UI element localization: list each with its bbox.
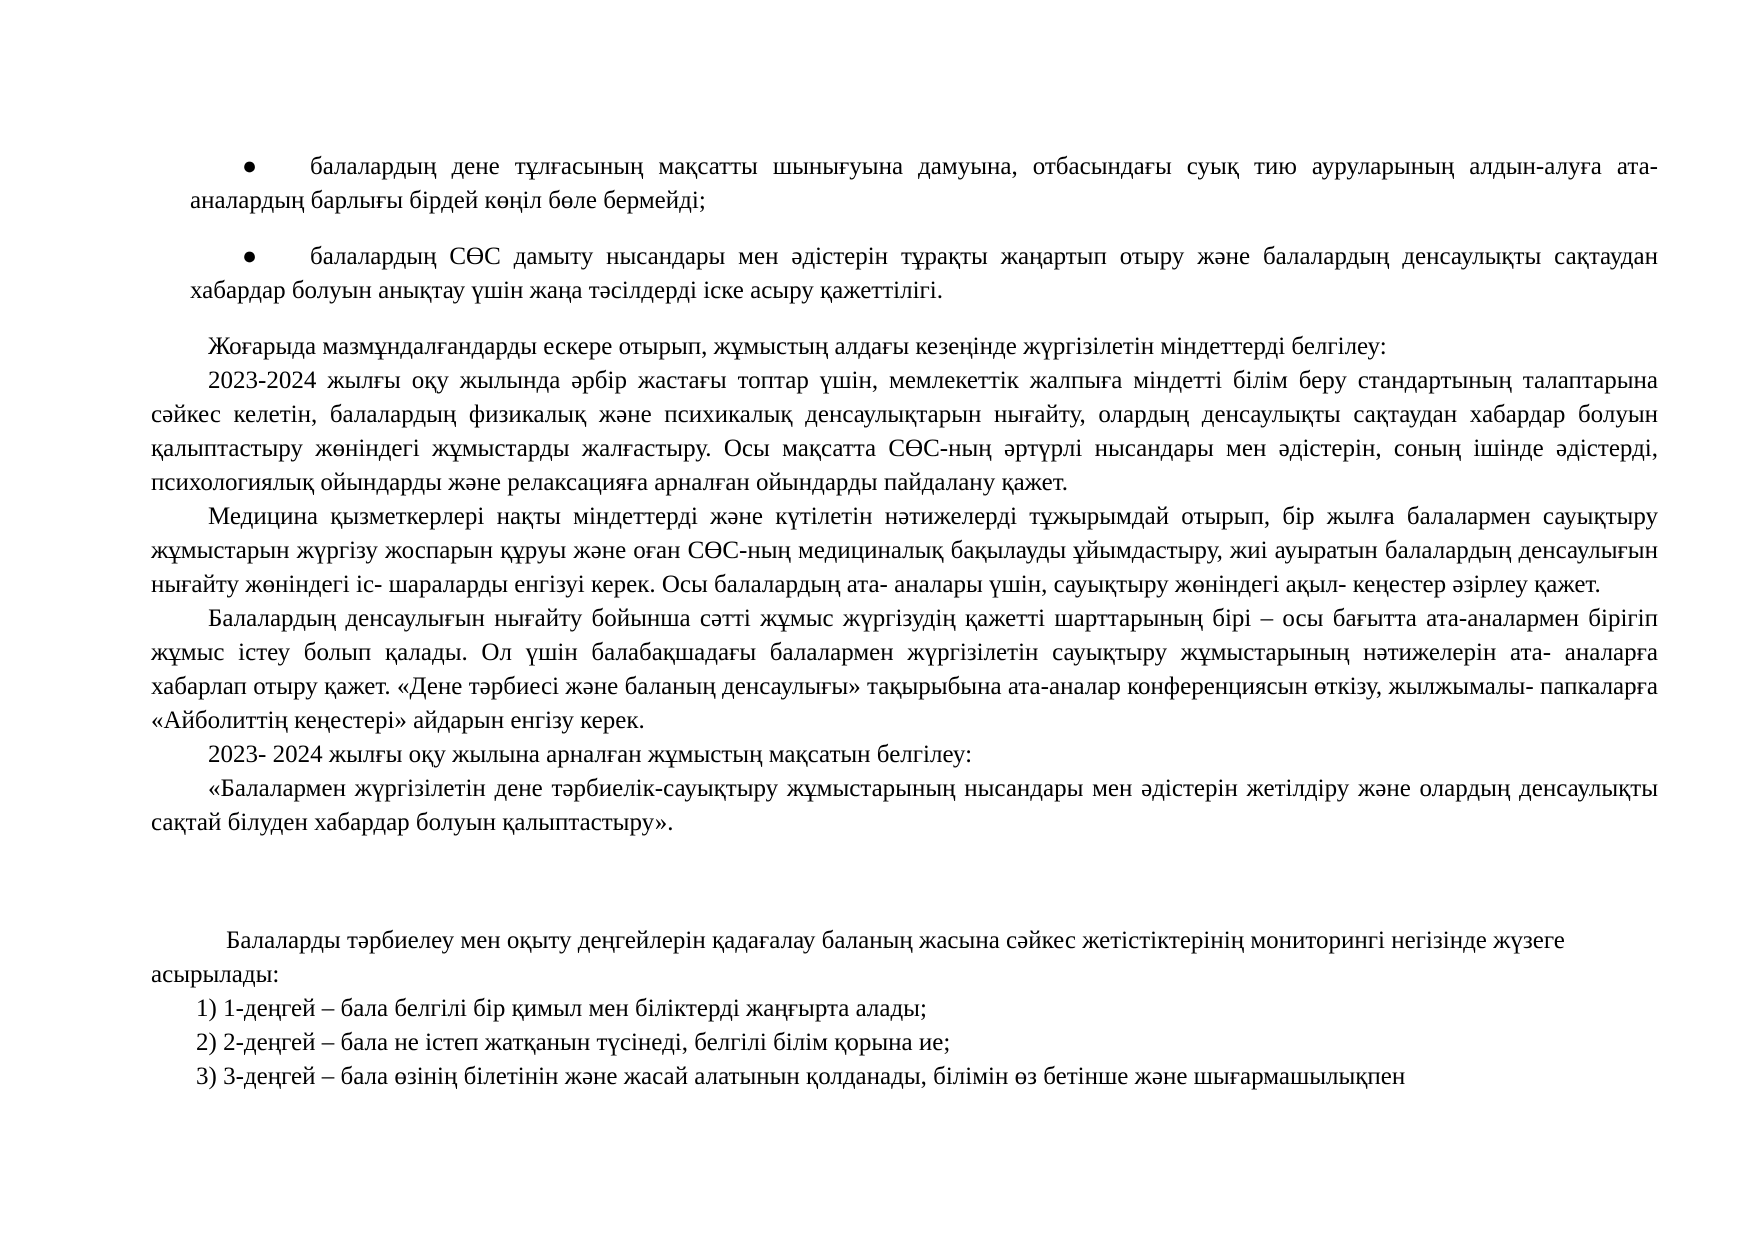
- document-page: [151, 150, 1658, 1094]
- paragraph-medical-staff: Медицина қызметкерлері нақты міндеттерді және күтілетін нәтижелерді тұжырымдай отырып, бір жылға балалармен сауықтыру жұмыстарын жүргізу жоспарын құруы және оған СӨС-ның медициналық бақылауды ұйымдастыру, жиі ауыратын балалардың денсаулығын нығайту жөніндегі іс- шараларды енгізуі керек. Осы балалардың ата- аналары үшін, сауықтыру жөніндегі ақыл- кеңестер әзірлеу қажет.: [151, 503, 1658, 598]
- monitoring-section: [151, 924, 1658, 1094]
- paragraph-year-goal-heading: 2023- 2024 жылғы оқу жылына арналған жұмыстың мақсатын белгілеу:: [208, 741, 973, 768]
- bullet-item: [151, 240, 1658, 308]
- bullet-text: балалардың СӨС дамыту нысандары мен әдістерін тұрақты жаңартып отыру және балалардың денсаулықты сақтаудан хабардар болуын анықтау үшін жаңа тәсілдерді іске асыру қажеттілігі.: [190, 243, 1658, 304]
- bullet-dot-icon: ●: [242, 243, 258, 270]
- level-list-item: 2) 2-деңгей – бала не істеп жатқанын түсінеді, белгілі білім қорына ие;: [196, 1029, 951, 1056]
- level-list-item: 3) 3-деңгей – бала өзінің білетінін және жасай алатынын қолданады, білімін өз бетінше және шығармашылықпен: [196, 1063, 1406, 1090]
- bullet-dot-icon: ●: [242, 153, 258, 180]
- paragraph-tasks-intro: Жоғарыда мазмұндалғандарды ескере отырып, жұмыстың алдағы кезеңінде жүргізілетін міндеттерді белгілеу:: [208, 333, 1387, 360]
- bullet-item: [151, 150, 1658, 218]
- monitoring-intro: Балаларды тәрбиелеу мен оқыту деңгейлерін қадағалау баланың жасына сәйкес жетістіктерінің мониторингі негізінде жүзеге асырылады:: [151, 927, 1565, 988]
- bullet-text: балалардың дене тұлғасының мақсатты шынығуына дамуына, отбасындағы суық тию ауруларының алдын-алуға ата- аналардың барлығы бірдей көңіл бөле бермейді;: [190, 153, 1658, 214]
- paragraph-year-goal-quote: «Балалармен жүргізілетін дене тәрбиелік-сауықтыру жұмыстарының нысандары мен әдістерін жетілдіру және олардың денсаулықты сақтай білуден хабардар болуын қалыптастыру».: [151, 775, 1658, 836]
- level-list-item: 1) 1-деңгей – бала белгілі бір қимыл мен біліктерді жаңғырта алады;: [196, 995, 927, 1022]
- paragraph-2023-2024-goals: 2023-2024 жылғы оқу жылында әрбір жастағы топтар үшін, мемлекеттік жалпыға міндетті білім беру стандартының талаптарына сәйкес келетін, балалардың физикалық және психикалық денсаулықтарын нығайту, олардың денсаулықты сақтаудан хабардар болуын қалыптастыру жөніндегі жұмыстарды жалғастыру. Осы мақсатта СӨС-ның әртүрлі нысандары мен әдістерін, соның ішінде әдістерді, психологиялық ойындарды және релаксацияға арналған ойындарды пайдалану қажет.: [151, 367, 1658, 496]
- paragraph-parents-cooperation: Балалардың денсаулығын нығайту бойынша сәтті жұмыс жүргізудің қажетті шарттарының бірі – осы бағытта ата-аналармен бірігіп жұмыс істеу болып қалады. Ол үшін балабақшадағы балалармен жүргізілетін сауықтыру жұмыстарының нәтижелерін ата- аналарға хабарлап отыру қажет. «Дене тәрбиесі және баланың денсаулығы» тақырыбына ата-аналар конференциясын өткізу, жылжымалы- папкаларға «Айболиттің кеңестері» айдарын енгізу керек.: [151, 605, 1658, 734]
